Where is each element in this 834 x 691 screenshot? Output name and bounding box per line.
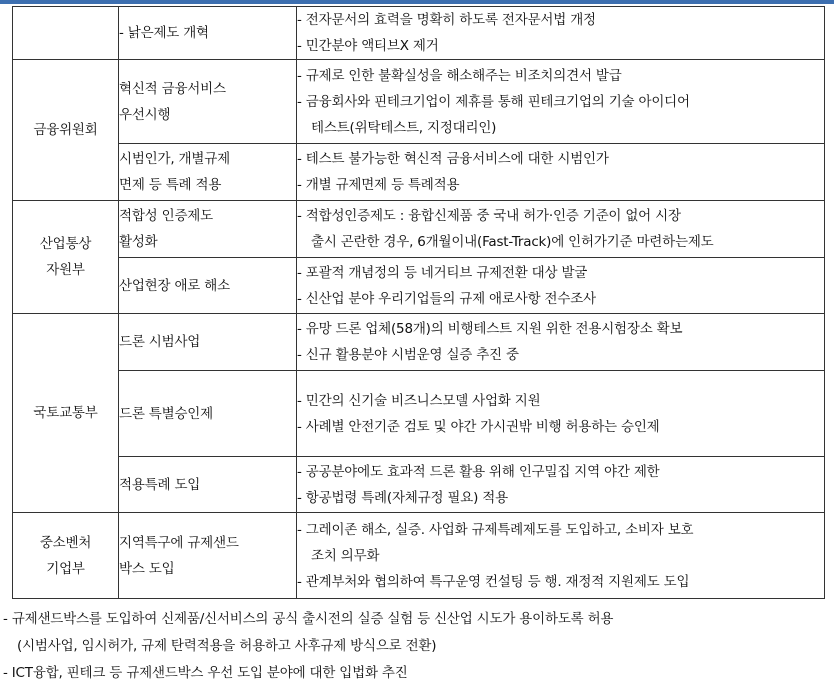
detail-line: 테스트(위탁테스트, 지정대리인): [311, 119, 497, 136]
agency-cell-motie: 산업통상 자원부: [13, 201, 119, 314]
details-cell: [297, 7, 825, 60]
footnotes: [3, 606, 833, 687]
detail-line: - 포괄적 개념정의 등 네거티브 규제전환 대상 발굴: [297, 264, 588, 281]
measure-title: 혁신적 금융서비스: [119, 80, 226, 97]
table-row: [13, 513, 825, 599]
measure-cell: [119, 7, 297, 60]
detail-line: - 금융회사와 핀테크기업이 제휴를 통해 핀테크기업의 기술 아이디어: [297, 93, 690, 110]
table-row: [13, 60, 825, 144]
measure-cell: [119, 371, 297, 457]
details-cell: [297, 258, 825, 314]
detail-line: - 그레이존 해소, 실증. 사업화 규제특례제도를 도입하고, 소비자 보호: [297, 521, 694, 538]
measure-title: 적용특례 도입: [119, 476, 201, 493]
measure-title: 활성화: [119, 234, 158, 250]
measure-cell: [119, 457, 297, 513]
details-cell: [297, 513, 825, 599]
detail-line: - 민간분야 액티브X 제거: [297, 38, 439, 54]
detail-line: 출시 곤란한 경우, 6개월이내(Fast-Track)에 인허가기준 마련하는제도: [311, 234, 714, 250]
detail-line: - 유망 드론 업체(58개)의 비행테스트 지원 위한 전용시험장소 확보: [297, 321, 683, 337]
details-cell: [297, 371, 825, 457]
details-cell: [297, 60, 825, 144]
table-row: [13, 314, 825, 371]
table-row: [13, 7, 825, 60]
detail-line: - 신산업 분야 우리기업들의 규제 애로사항 전수조사: [297, 290, 596, 307]
measure-cell: [119, 60, 297, 144]
details-cell: [297, 457, 825, 513]
details-cell: [297, 314, 825, 371]
footnote-line: - ICT융합, 핀테크 등 규제샌드박스 우선 도입 분야에 대한 입법화 추진: [3, 665, 408, 681]
details-cell: [297, 144, 825, 201]
agency-cell: [13, 7, 119, 60]
measure-title: 지역특구에 규제샌드: [119, 534, 239, 551]
footnote-line: (시범사업, 임시허가, 규제 탄력적용을 허용하고 사후규제 방식으로 전환): [17, 638, 437, 654]
measure-title: 박스 도입: [119, 560, 175, 577]
details-cell: [297, 201, 825, 258]
top-accent-bar: [0, 0, 834, 4]
detail-line: - 관계부처와 협의하여 특구운영 컨설팅 등 행. 재정적 지원제도 도입: [297, 573, 690, 590]
table-row: [13, 258, 825, 314]
measure-title: - 낡은제도 개혁: [119, 25, 209, 41]
table-row: [13, 144, 825, 201]
measure-title: 드론 특별승인제: [119, 405, 213, 422]
measure-title: 시범인가, 개별규제: [119, 151, 230, 167]
detail-line: - 개별 규제면제 등 특례적용: [297, 177, 460, 193]
table-row: [13, 371, 825, 457]
detail-line: - 전자문서의 효력을 명확히 하도록 전자문서법 개정: [297, 12, 596, 28]
policy-table: [12, 6, 825, 599]
detail-line: - 테스트 불가능한 혁신적 금융서비스에 대한 시범인가: [297, 151, 609, 167]
measure-cell: [119, 144, 297, 201]
agency-cell-mss: 중소벤처 기업부: [13, 513, 119, 599]
detail-line: - 사례별 안전기준 검토 및 야간 가시권밖 비행 허용하는 승인제: [297, 418, 660, 435]
footnote-line: - 규제샌드박스를 도입하여 신제품/신서비스의 공식 출시전의 실증 실험 등 신산업 시도가 용이하도록 허용: [3, 611, 614, 627]
detail-line: - 공공분야에도 효과적 드론 활용 위해 인구밀집 지역 야간 제한: [297, 463, 660, 480]
measure-cell: [119, 201, 297, 258]
table-row: [13, 457, 825, 513]
agency-cell-molit: 국토교통부: [13, 314, 119, 513]
detail-line: - 항공법령 특례(자체규정 필요) 적용: [297, 489, 508, 506]
detail-line: - 적합성인증제도 : 융합신제품 중 국내 허가·인증 기준이 없어 시장: [297, 208, 681, 224]
detail-line: - 규제로 인한 불확실성을 해소해주는 비조치의견서 발급: [297, 67, 622, 84]
detail-line: - 민간의 신기술 비즈니스모델 사업화 지원: [297, 392, 541, 409]
detail-line: - 신규 활용분야 시범운영 실증 추진 중: [297, 347, 519, 363]
table-row: [13, 201, 825, 258]
measure-title: 산업현장 애로 해소: [119, 277, 230, 294]
measure-title: 면제 등 특례 적용: [119, 177, 222, 193]
measure-cell: [119, 258, 297, 314]
agency-cell-fsc: 금융위원회: [13, 60, 119, 201]
measure-cell: [119, 314, 297, 371]
measure-title: 우선시행: [119, 106, 171, 123]
detail-line: 조치 의무화: [311, 547, 380, 564]
measure-cell: [119, 513, 297, 599]
measure-title: 드론 시범사업: [119, 334, 201, 350]
measure-title: 적합성 인증제도: [119, 208, 213, 224]
